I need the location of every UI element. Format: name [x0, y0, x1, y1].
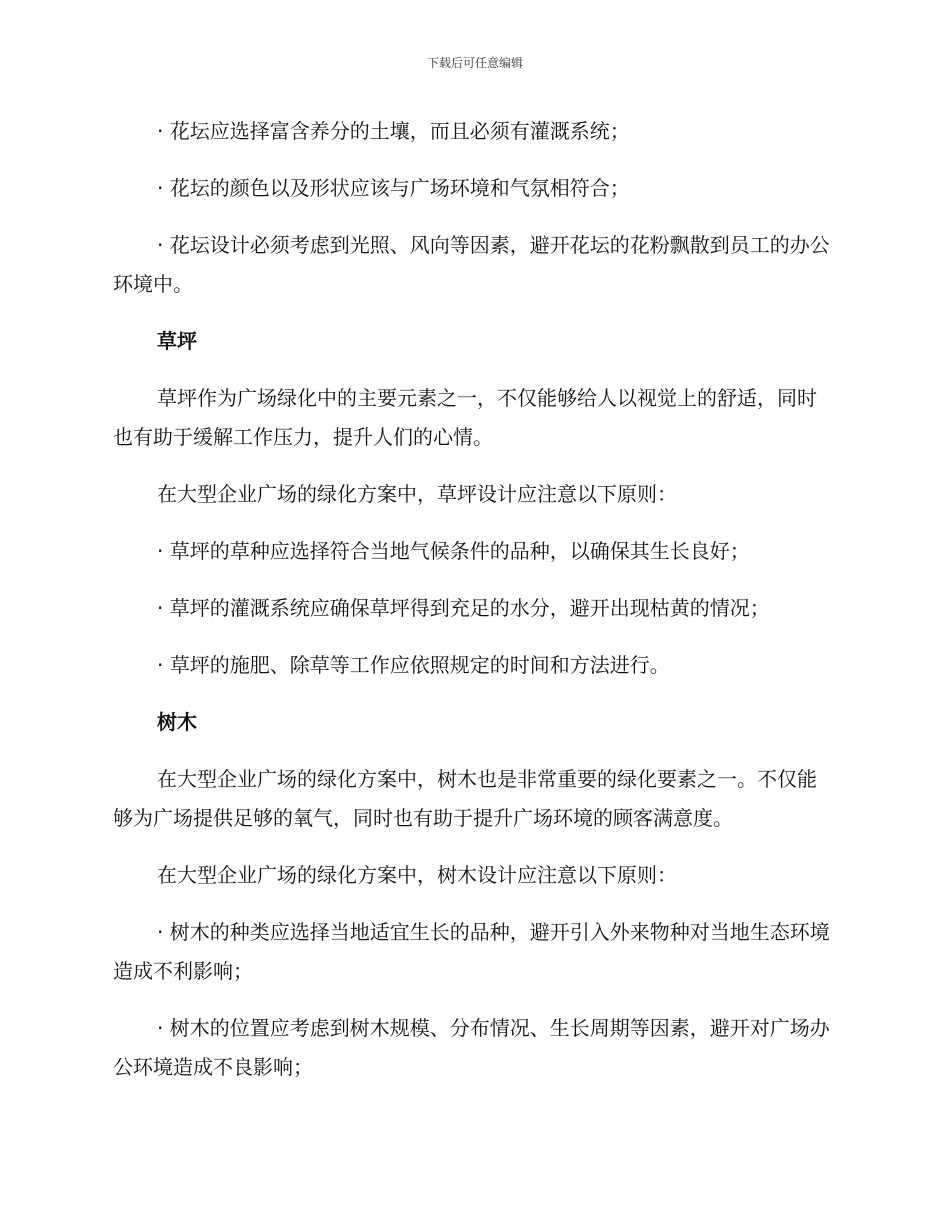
body-paragraph: 在大型企业广场的绿化方案中，树木也是非常重要的绿化要素之一。不仅能够为广场提供足够的氧气，同时也有助于提升广场环境的顾客满意度。 [113, 767, 817, 830]
section-heading-lawn: 草坪 [157, 329, 197, 353]
bullet-paragraph: · 草坪的施肥、除草等工作应依照规定的时间和方法进行。 [157, 653, 670, 677]
document-body [113, 112, 833, 1105]
bullet-paragraph: · 花坛应选择富含养分的土壤，而且必须有灌溉系统； [157, 119, 630, 143]
section-heading-trees: 树木 [157, 710, 197, 734]
body-paragraph: 在大型企业广场的绿化方案中，树木设计应注意以下原则： [157, 863, 677, 887]
bullet-paragraph: · 草坪的灌溉系统应确保草坪得到充足的水分，避开出现枯黄的情况； [157, 596, 770, 620]
bullet-paragraph: · 树木的种类应选择当地适宜生长的品种，避开引入外来物种对当地生态环境造成不利影响； [113, 920, 830, 983]
bullet-paragraph: · 草坪的草种应选择符合当地气候条件的品种，以确保其生长良好； [157, 539, 750, 563]
body-paragraph: 在大型企业广场的绿化方案中，草坪设计应注意以下原则： [157, 482, 677, 506]
page-header: 下载后可任意编辑 [426, 56, 523, 70]
body-paragraph: 草坪作为广场绿化中的主要元素之一，不仅能够给人以视觉上的舒适，同时也有助于缓解工作压力，提升人们的心情。 [113, 386, 817, 449]
bullet-paragraph: · 花坛的颜色以及形状应该与广场环境和气氛相符合； [157, 176, 630, 200]
bullet-paragraph: · 树木的位置应考虑到树木规模、分布情况、生长周期等因素，避开对广场办公环境造成不良影响； [113, 1016, 830, 1079]
bullet-paragraph: · 花坛设计必须考虑到光照、风向等因素，避开花坛的花粉飘散到员工的办公环境中。 [113, 233, 830, 296]
